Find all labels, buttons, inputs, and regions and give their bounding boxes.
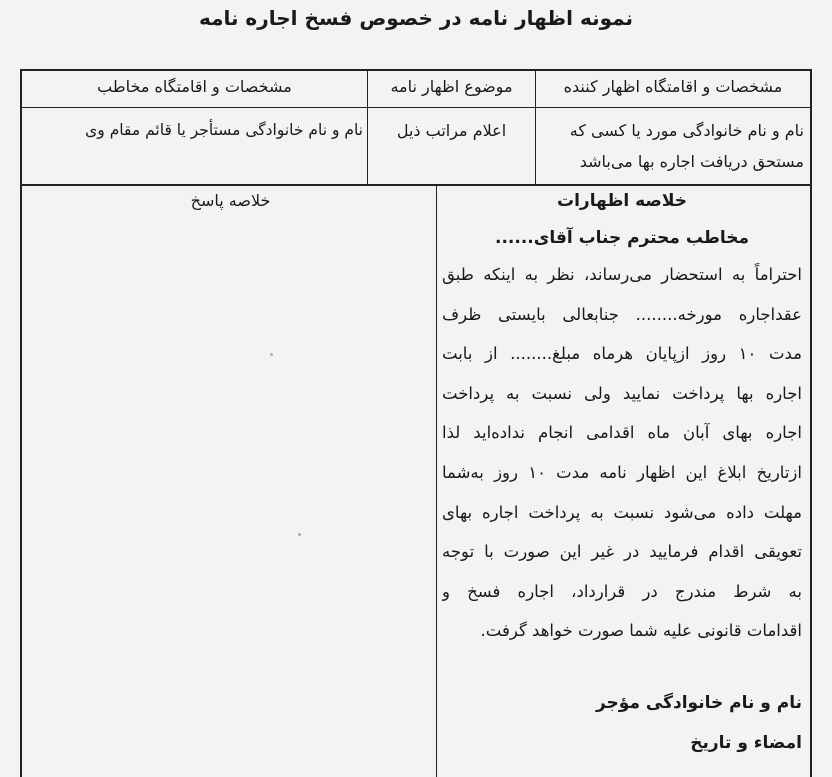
column-divider	[436, 185, 437, 777]
page-title: نمونه اظهار نامه در خصوص فسخ اجاره نامه	[198, 6, 634, 30]
statements-line: تعویقی اقدام فرمایید در غیر این صورت با توجه	[442, 542, 802, 562]
declarant-details-line2: مستحق دریافت اجاره بها می‌باشد	[579, 152, 804, 171]
declarant-details-line1: نام و نام خانوادگی مورد یا کسی که	[569, 121, 804, 140]
body-table	[20, 185, 812, 777]
statements-text	[442, 255, 802, 651]
addressee-column	[22, 71, 367, 184]
signer-name: نام و نام خانوادگی مؤجر	[595, 692, 802, 713]
response-heading: خلاصه پاسخ	[190, 191, 271, 210]
statements-line: اجاره بها پرداخت نمایید ولی نسبت به پرداخت	[442, 383, 802, 403]
statements-column	[442, 185, 802, 763]
statements-line: احتراماً به استحضار می‌رساند، نظر به اینکه طبق	[442, 265, 802, 284]
statements-line: اقدامات قانونی علیه شما صورت خواهد گرفت.	[480, 621, 802, 641]
statements-heading: خلاصه اظهارات	[557, 191, 687, 211]
statements-line: مهلت داده می‌شود نسبت به پرداخت اجاره بهای	[442, 502, 802, 522]
signature-date: امضاء و تاریخ	[690, 732, 802, 753]
addressee-heading: مشخصات و اقامتگاه مخاطب	[97, 77, 292, 96]
statements-addressee: مخاطب محترم جناب آقای......	[494, 228, 749, 248]
statements-line: اجاره بهای آبان ماه اقدامی انجام نداده‌اید لذا	[442, 423, 802, 443]
paper-speck	[270, 353, 273, 356]
header-table	[20, 69, 812, 186]
subject-column	[367, 71, 535, 184]
subject-details: اعلام مراتب ذیل	[396, 121, 507, 140]
statements-line: عقداجاره مورخه........ جنابعالی بایستی ظرف	[442, 304, 802, 324]
paper-speck	[298, 533, 301, 536]
statements-line: به شرط مندرج در قرارداد، اجاره فسخ و	[442, 581, 802, 601]
addressee-details: نام و نام خانوادگی مستأجر یا قائم مقام وی	[85, 121, 363, 139]
declarant-heading: مشخصات و اقامتگاه اظهار کننده	[563, 77, 783, 96]
statements-line: مدت ۱۰ روز ازپایان هرماه مبلغ........ از بابت	[442, 344, 802, 364]
declarant-column	[535, 71, 810, 184]
subject-heading: موضوع اظهار نامه	[390, 77, 513, 96]
declarant-details	[542, 115, 804, 177]
statements-line: ازتاریخ ابلاغ این اظهار نامه مدت ۱۰ روز به‌شما	[442, 462, 802, 482]
